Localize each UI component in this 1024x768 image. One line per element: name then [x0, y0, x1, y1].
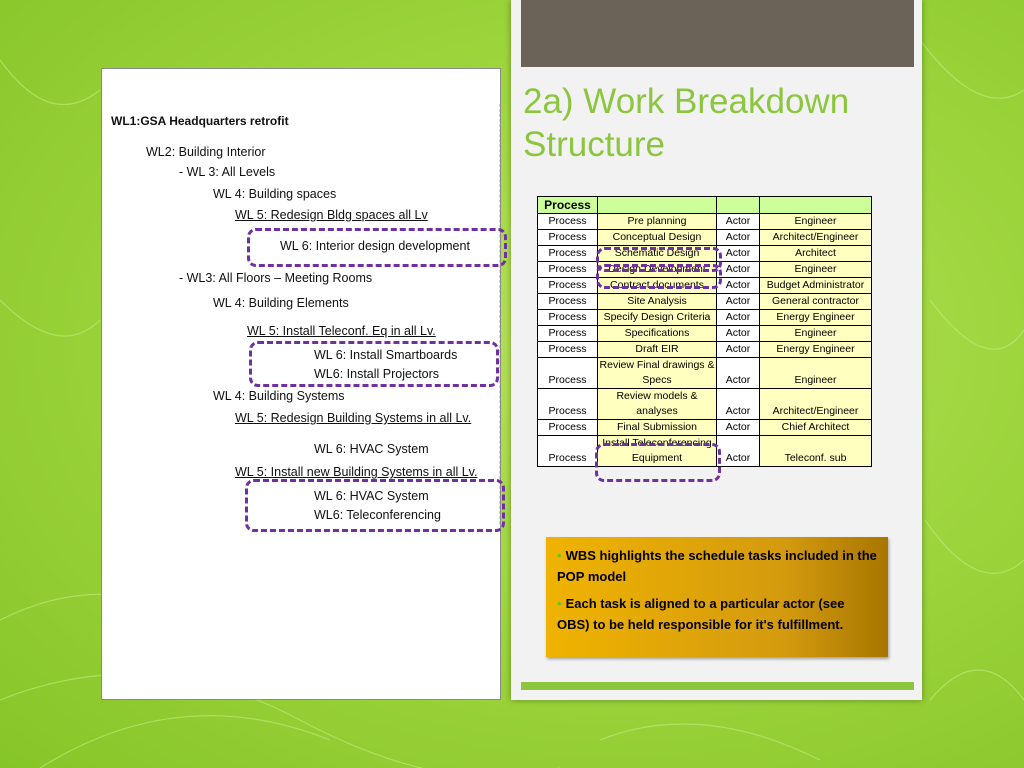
slide-title-line-1: 2a) Work Breakdown	[523, 82, 850, 121]
table-cell: Actor	[717, 326, 760, 342]
wbs-wl6-teleconf: WL6: Teleconferencing	[314, 508, 441, 522]
table-cell: Process	[538, 420, 598, 436]
wbs-wl2: WL2: Building Interior	[146, 145, 266, 159]
table-cell: Actor	[717, 246, 760, 262]
slide-title	[523, 80, 913, 166]
table-cell: Process	[538, 246, 598, 262]
table-cell: Budget Administrator	[760, 278, 872, 294]
highlight-box-teleconf	[249, 341, 499, 387]
table-cell: Engineer	[760, 214, 872, 230]
table-cell: Contract documents	[598, 278, 717, 294]
table-cell: Process	[538, 436, 598, 467]
table-cell: Process	[538, 358, 598, 389]
wbs-wl4-systems: WL 4: Building Systems	[213, 389, 345, 403]
wbs-wl6-smartboards: WL 6: Install Smartboards	[314, 348, 458, 362]
table-cell: Final Submission	[598, 420, 717, 436]
table-row	[538, 420, 872, 436]
table-row	[538, 310, 872, 326]
process-table-body	[538, 197, 872, 467]
wbs-wl6-projectors: WL6: Install Projectors	[314, 367, 440, 381]
table-cell: Actor	[717, 389, 760, 420]
table-cell: Architect/Engineer	[760, 230, 872, 246]
table-cell: Process	[538, 342, 598, 358]
table-row	[538, 389, 872, 420]
table-cell: General contractor	[760, 294, 872, 310]
table-cell: Process	[538, 262, 598, 278]
table-header-cell	[598, 197, 717, 214]
wbs-wl6-hvac-a: WL 6: HVAC System	[314, 442, 429, 456]
wbs-wl5-install-systems: WL 5: Install new Building Systems in all Lv.	[235, 465, 478, 479]
table-cell: Conceptual Design	[598, 230, 717, 246]
table-cell: Engineer	[760, 262, 872, 278]
table-cell: Energy Engineer	[760, 342, 872, 358]
table-cell: Install Teleconferencing Equipment	[598, 436, 717, 467]
table-cell: Pre planning	[598, 214, 717, 230]
table-cell: Actor	[717, 278, 760, 294]
table-cell: Actor	[717, 214, 760, 230]
table-row	[538, 214, 872, 230]
wbs-wl4-spaces: WL 4: Building spaces	[213, 187, 337, 201]
table-cell: Actor	[717, 358, 760, 389]
table-cell: Design Development	[598, 262, 717, 278]
table-cell: Energy Engineer	[760, 310, 872, 326]
highlight-box-systems	[245, 479, 505, 532]
top-color-band	[521, 0, 914, 67]
callout-bullet-2-text: Each task is aligned to a particular actor (see OBS) to be held responsible for it's fulfillment.	[557, 596, 845, 632]
highlight-box-interior	[247, 228, 507, 267]
callout-bullet-2	[557, 593, 878, 635]
table-cell: Process	[538, 294, 598, 310]
wbs-wl6-hvac-b: WL 6: HVAC System	[314, 489, 429, 503]
table-cell: Draft EIR	[598, 342, 717, 358]
table-cell: Process	[538, 310, 598, 326]
highlight-box-install-teleconf	[595, 443, 721, 482]
slide-title-line-2: Structure	[523, 125, 665, 164]
callout-bullet-1-text: WBS highlights the schedule tasks included in the POP model	[557, 548, 877, 584]
table-cell: Chief Architect	[760, 420, 872, 436]
table-cell: Site Analysis	[598, 294, 717, 310]
wbs-wl5-redesign-spaces: WL 5: Redesign Bldg spaces all Lv	[235, 208, 428, 222]
bottom-color-band	[521, 682, 914, 690]
table-cell: Actor	[717, 420, 760, 436]
callout-box	[546, 537, 888, 657]
wbs-wl3-levels: - WL 3: All Levels	[179, 165, 276, 179]
table-header-cell	[717, 197, 760, 214]
table-cell: Specify Design Criteria	[598, 310, 717, 326]
table-cell: Process	[538, 214, 598, 230]
table-cell: Actor	[717, 294, 760, 310]
table-cell: Actor	[717, 310, 760, 326]
table-cell: Actor	[717, 342, 760, 358]
table-cell: Process	[538, 230, 598, 246]
bullet-icon: •	[557, 548, 562, 563]
table-cell: Architect/Engineer	[760, 389, 872, 420]
wbs-wl5-redesign-systems: WL 5: Redesign Building Systems in all Lv.	[235, 411, 472, 425]
table-row	[538, 342, 872, 358]
bullet-icon: •	[557, 596, 562, 611]
table-cell: Actor	[717, 230, 760, 246]
table-cell: Schematic Design	[598, 246, 717, 262]
table-row	[538, 294, 872, 310]
wbs-wl3-floors: - WL3: All Floors – Meeting Rooms	[179, 271, 373, 285]
table-cell: Actor	[717, 262, 760, 278]
table-cell: Specifications	[598, 326, 717, 342]
wbs-wl1: WL1:GSA Headquarters retrofit	[111, 114, 289, 128]
table-cell: Process	[538, 389, 598, 420]
table-cell: Review Final drawings & Specs	[598, 358, 717, 389]
table-header-cell: Process	[538, 197, 598, 214]
table-cell: Process	[538, 278, 598, 294]
table-cell: Architect	[760, 246, 872, 262]
callout-bullet-1	[557, 545, 878, 587]
table-cell: Actor	[717, 436, 760, 467]
table-header-cell	[760, 197, 872, 214]
highlight-box-design-dev	[596, 264, 722, 289]
table-row	[538, 358, 872, 389]
table-cell: Process	[538, 326, 598, 342]
wbs-wl4-elements: WL 4: Building Elements	[213, 296, 349, 310]
document-edge-divider	[499, 104, 500, 524]
table-cell: Engineer	[760, 358, 872, 389]
table-row	[538, 326, 872, 342]
wbs-wl5-teleconf: WL 5: Install Teleconf. Eq in all Lv.	[247, 324, 436, 338]
table-cell: Teleconf. sub	[760, 436, 872, 467]
process-table	[537, 196, 872, 467]
table-cell: Engineer	[760, 326, 872, 342]
table-cell: Review models & analyses	[598, 389, 717, 420]
wbs-wl6-interior: WL 6: Interior design development	[280, 239, 470, 253]
table-row	[538, 230, 872, 246]
table-header-row	[538, 197, 872, 214]
